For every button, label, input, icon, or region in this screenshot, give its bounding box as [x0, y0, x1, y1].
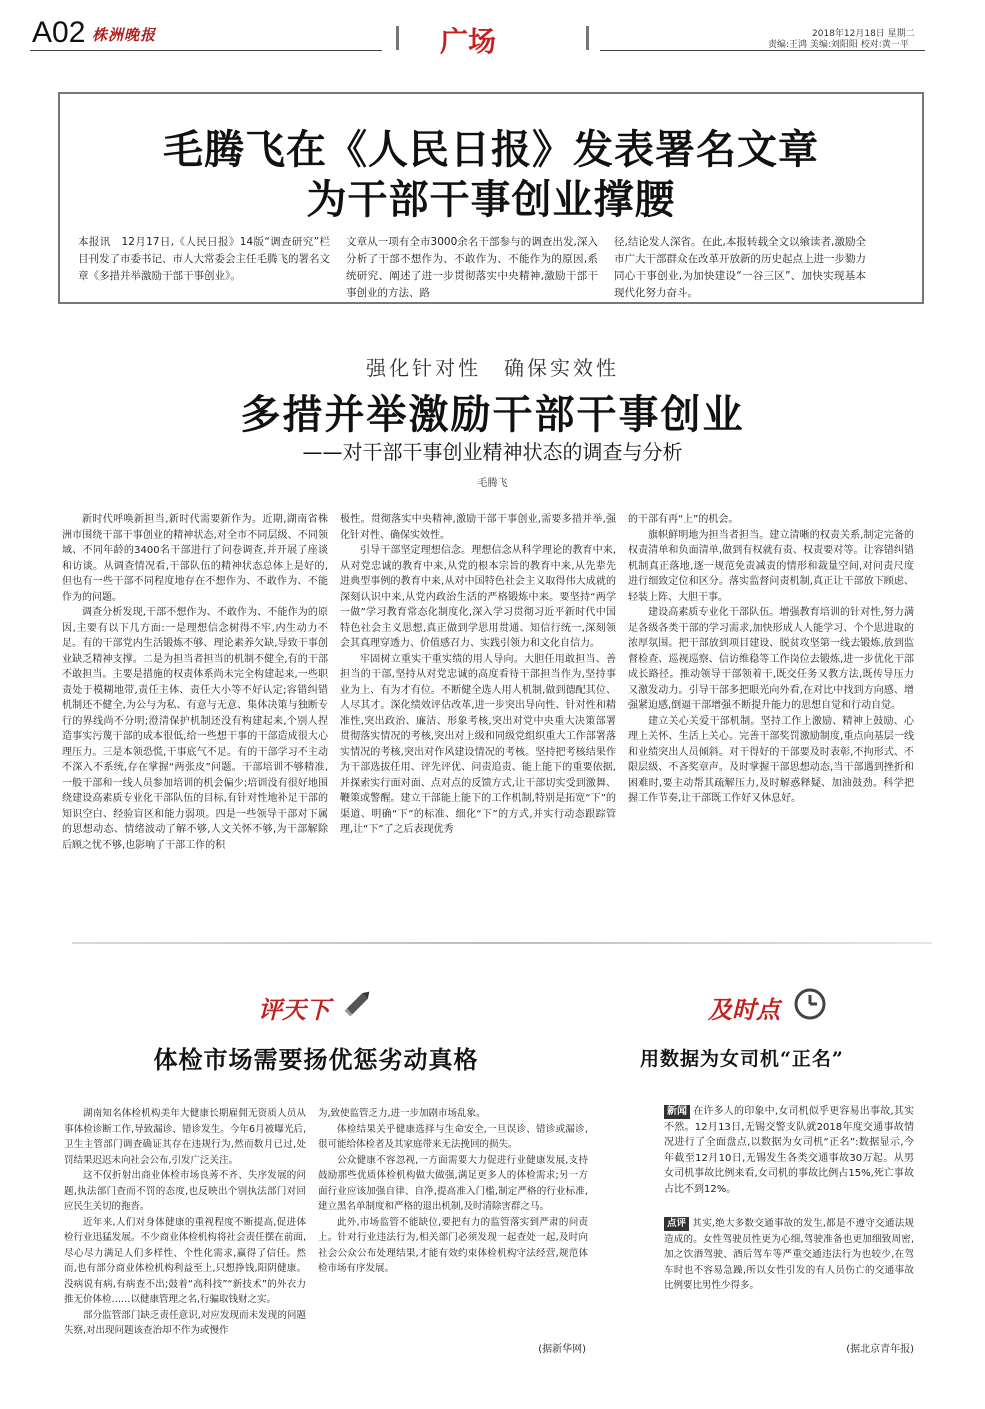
opinion-paragraph: 为,致使监管乏力,进一步加剧市场乱象。 [318, 1108, 486, 1119]
lead-intro-col1: 本报讯 12月17日,《人民日报》14版“调查研究”栏目刊发了市委书记、市人大常委会主任毛腾飞的署名文章《多措并举激励干部干事创业》。 [78, 236, 330, 282]
article-column-2 [340, 512, 616, 838]
comment-tag: 点评 [664, 1217, 689, 1231]
opinion-right-news [664, 1104, 914, 1197]
opinion-left-column-2 [318, 1106, 588, 1277]
article-paragraph: 调查分析发现,干部不想作为、不敢作为、不能作为的原因,主要有以下几方面:一是理想信念树得不牢,内生动力不足。有的干部党内生活锻炼不够、理论素养欠缺,导致干事创业缺乏精神支撑。二是为担当者担当的机制不健全,有的干部不敢担当。主要是措施的权责体系尚未完全构建起来,一些职责处于模糊地带,责任主体、责任大小等不好认定;容错纠错机制还不健全,为公与为私、有意与无意、集体决策与独断专行的界线尚不分明;澄清保护机制还没有构建起来,个别人捏造事实污蔑干部的成本很低,给一些想干事的干部造成很大心理压力。三是本领恐慌,干事底气不足。有的干部学习不主动不深入不系统,存在掌握“两张皮”问题。干部培训不够精准,一般干部和一线人员参加培训的机会偏少;培训没有很好地围绕建设高素质专业化干部队伍的目标,有针对性地补足干部的知识空白、经验盲区和能力弱项。四是一些领导干部对下属的思想动态、情绪波动了解不够,人文关怀不够,为干部解除后顾之忧不够,也影响了干部工作的积 [62, 607, 328, 851]
header-rule-right [600, 50, 925, 51]
article-column-1 [62, 512, 328, 853]
section-title: 广场 [440, 25, 497, 58]
opinion-paragraph: 部分监管部门缺乏责任意识,对应发现而未发现的问题失察,对出现问题该查治却不作为或慢作 [64, 1309, 306, 1336]
lead-headline-line2: 为干部干事创业撑腰 [306, 177, 676, 223]
opinion-right-source: (据北京青年报) [846, 1344, 914, 1355]
article-paragraph: 牢固树立重实干重实绩的用人导向。大胆任用敢担当、善担当的干部,坚持从对党忠诚的高度看待干部担当作为,坚持事业为上、有为才有位。不断健全选人用人机制,做到德配其位、人尽其才。深化绩效评估改革,进一步突出导向性、针对性和精准性,突出政治、廉洁、形象考核,突出对党中央重大决策部署贯彻落实情况的考核,突出对上级和同级党组织重大工作部署落实情况的考核,突出对作风建设情况的考核。坚持把考核结果作为干部选拔任用、评先评优、问责追责、能上能下的重要依据,并探索实行面对面、点对点的反馈方式,让干部切实受到激舞、鞭策或警醒。建立干部能上能下的工作机制,特别是拓宽“下”的渠道、明确“下”的标准、细化“下”的方式,并实行动态跟踪管理,让“下”了之后表现优秀 [340, 653, 616, 835]
article-paragraph: 建设高素质专业化干部队伍。增强教育培训的针对性,努力满足各级各类干部的学习需求,加快形成人人能学习、个个思进取的浓厚氛围。把干部放到项目建设、脱贫攻坚第一线去锻炼,放到监督检查、巡视巡察、信访维稳等工作岗位去锻炼,进一步优化干部成长路径。推动领导干部领着干,既交任务又教方法,既传导压力又激发动力。引导干部多把眼光向外看,在对比中找到方向感、增强紧迫感,倒逼干部增强不断提升能力的思想自觉和行动自觉。 [628, 607, 914, 711]
clock-icon [792, 986, 828, 1022]
editor-credits: 责编:王鸿 美编:刘阳阳 校对:黄一平 [768, 40, 909, 50]
article-paragraph: 的干部有再“上”的机会。 [628, 514, 739, 525]
opinion-left-headline: 体检市场需要扬优惩劣动真格 [153, 1045, 479, 1074]
news-tag: 新闻 [664, 1105, 690, 1119]
article-headline: 多措并举激励干部干事创业 [240, 391, 745, 438]
article-paragraph: 引导干部坚定理想信念。理想信念从科学理论的教育中来,从对党忠诚的教育中来,从党的根本宗旨的教育中来,从先辈先进典型事例的教育中来,从对中国特色社会主义取得伟大成就的深刻认识中来,从党内政治生活的严格锻炼中来。要坚持“两学一做”学习教育常态化制度化,深入学习贯彻习近平新时代中国特色社会主义思想,真正做到学思用贯通、知信行统一,深刻领会其真理穿透力、价值感召力、实践引领力和文化自信力。 [340, 545, 616, 649]
article-column-3 [628, 512, 914, 807]
header-bar-right [586, 26, 589, 50]
comment-text: 其实,绝大多数交通事故的发生,都是不遵守交通法规造成的。女性驾驶员性更为心细,驾驶准备也更加细致周密,加之饮酒驾驶、酒后驾车等严重交通违法行为也较少,在驾车时也不容易急躁,所以女性引发的有人员伤亡的交通事故比例要比男性少得多。 [664, 1218, 914, 1291]
lead-intro-col2: 文章从一项有全市3000余名干部参与的调查出发,深入分析了干部不想作为、不敢作为、不能作为的原因,系统研究、阐述了进一步贯彻落实中央精神,激励干部干事创业的方法、路 [346, 236, 598, 299]
article-paragraph: 建立关心关爱干部机制。坚持工作上激励、精神上鼓励、心理上关怀、生活上关心。完善干部奖罚激励制度,重点向基层一线和业绩突出人员倾斜。对干得好的干部要及时表彰,不拘形式、不限层级、不吝奖章声。及时掌握干部思想动态,当干部遇到挫折和困难时,要主动帮其疏解压力,及时解惑释疑、加油鼓劲。科学把握工作节奏,让干部既工作好又休息好。 [628, 715, 914, 804]
opinion-paragraph: 湖南知名体检机构美年大健康长期雇佣无资质人员从事体检诊断工作,导致漏诊、错诊发生。今年6月被曝光后,卫生主管部门调查确证其存在违规行为,然而数月已过,处罚结果迟迟未向社会公布,引发广泛关注。 [64, 1108, 306, 1166]
opinion-right-comment [664, 1216, 914, 1294]
article-byline: 毛腾飞 [477, 478, 508, 489]
column-logo-pingtianxia: 评天下 [258, 995, 330, 1024]
news-text: 在许多人的印象中,女司机似乎更容易出事故,其实不然。12月13日,无锡交警支队就2018年度交通事故情况进行了全面盘点,以数据为女司机“正名”:数据显示,今年截至12月10日,无锡发生各类交通事故30万起。从男女司机事故比例来看,女司机的事故比例占15%,死亡事故占比不到12%。 [664, 1106, 914, 1195]
article-paragraph: 新时代呼唤新担当,新时代需要新作为。近期,湖南省株洲市围绕干部干事创业的精神状态,对全市不同层级、不同领域、不同年龄的3400名干部进行了问卷调查,并开展了座谈和访谈。从调查情况看,干部队伍的精神状态总体上是好的,但也有一些干部不同程度地存在不想作为、不敢作为、不能作为的问题。 [62, 514, 328, 603]
article-kicker: 强化针对性 确保实效性 [366, 356, 619, 380]
opinion-right-headline: 用数据为女司机“正名” [640, 1048, 844, 1070]
opinion-paragraph: 此外,市场监管不能缺位,要把有力的监管落实到严肃的问责上。针对行业违法行为,相关部门必须发现一起查处一起,及时向社会公众公布处理结果,才能有效约束体检机构守法经营,规范体检市场有序发展。 [318, 1216, 588, 1274]
page-number: A02 [32, 16, 86, 49]
section-divider [72, 942, 932, 944]
article-paragraph: 极性。贯彻落实中央精神,激励干部干事创业,需要多措并举,强化针对性、确保实效性。 [340, 514, 616, 541]
article-subtitle: ——对干部干事创业精神状态的调查与分析 [302, 440, 683, 464]
header-rule-left [30, 50, 382, 51]
lead-intro-col3: 径,结论发人深省。在此,本报转载全文以飨读者,激励全市广大干部群众在改革开放新的历史起点上进一步勠力同心干事创业,为加快建设“一谷三区”、加快实现基本现代化努力奋斗。 [614, 236, 866, 299]
opinion-paragraph: 这不仅折射出商业体检市场良莠不齐、失序发展的问题,执法部门查而不罚的态度,也反映出个别执法部门对回应民生关切的拖沓。 [64, 1170, 306, 1212]
header-bar-left [396, 26, 399, 50]
opinion-paragraph: 近年来,人们对身体健康的重视程度不断提高,促进体检行业迅猛发展。不少商业体检机构将社会责任摆在前面,尽心尽力满足人们多样性、个性化需求,赢得了信任。然而,也有部分商业体检机构利益至上,只想挣钱,阳阴健康。没病说有病,有病查不出;鼓着“高科技”“新技术”的外衣力推无价体检……以健康管理之名,行骗取钱财之实。 [64, 1216, 306, 1305]
pen-icon [340, 985, 376, 1021]
opinion-paragraph: 公众健康不容忽视,一方面需要大力促进行业健康发展,支持鼓励那些优质体检机构做大做强,满足更多人的体检需求;另一方面行业应该加强自律、自净,提高准入门槛,制定严格的行业标准,建立黑名单制度和严格的退出机制,及时清除害群之马。 [318, 1154, 588, 1212]
issue-date: 2018年12月18日 星期二 [812, 29, 915, 39]
newspaper-name: 株洲晚报 [92, 26, 157, 44]
opinion-left-column-1 [64, 1106, 306, 1339]
opinion-paragraph: 体检结果关乎健康选择与生命安全,一旦误诊、错诊或漏诊,很可能给体检者及其家庭带来无法挽回的损失。 [318, 1123, 588, 1150]
column-logo-jishidian: 及时点 [708, 995, 780, 1024]
lead-headline-line1: 毛腾飞在《人民日报》发表署名文章 [163, 127, 819, 173]
opinion-left-source: (据新华网) [538, 1344, 586, 1355]
article-paragraph: 旗帜鲜明地为担当者担当。建立清晰的权责关系,制定完备的权责清单和负面清单,做到有权就有责、权责要对等。让容错纠错机制真正落地,逐一规范免责减责的情形和裁量空间,对问责尺度进行细致定位和区分。落实监督问责机制,真正让干部放下顾虑、轻装上阵、大胆干事。 [628, 529, 914, 603]
